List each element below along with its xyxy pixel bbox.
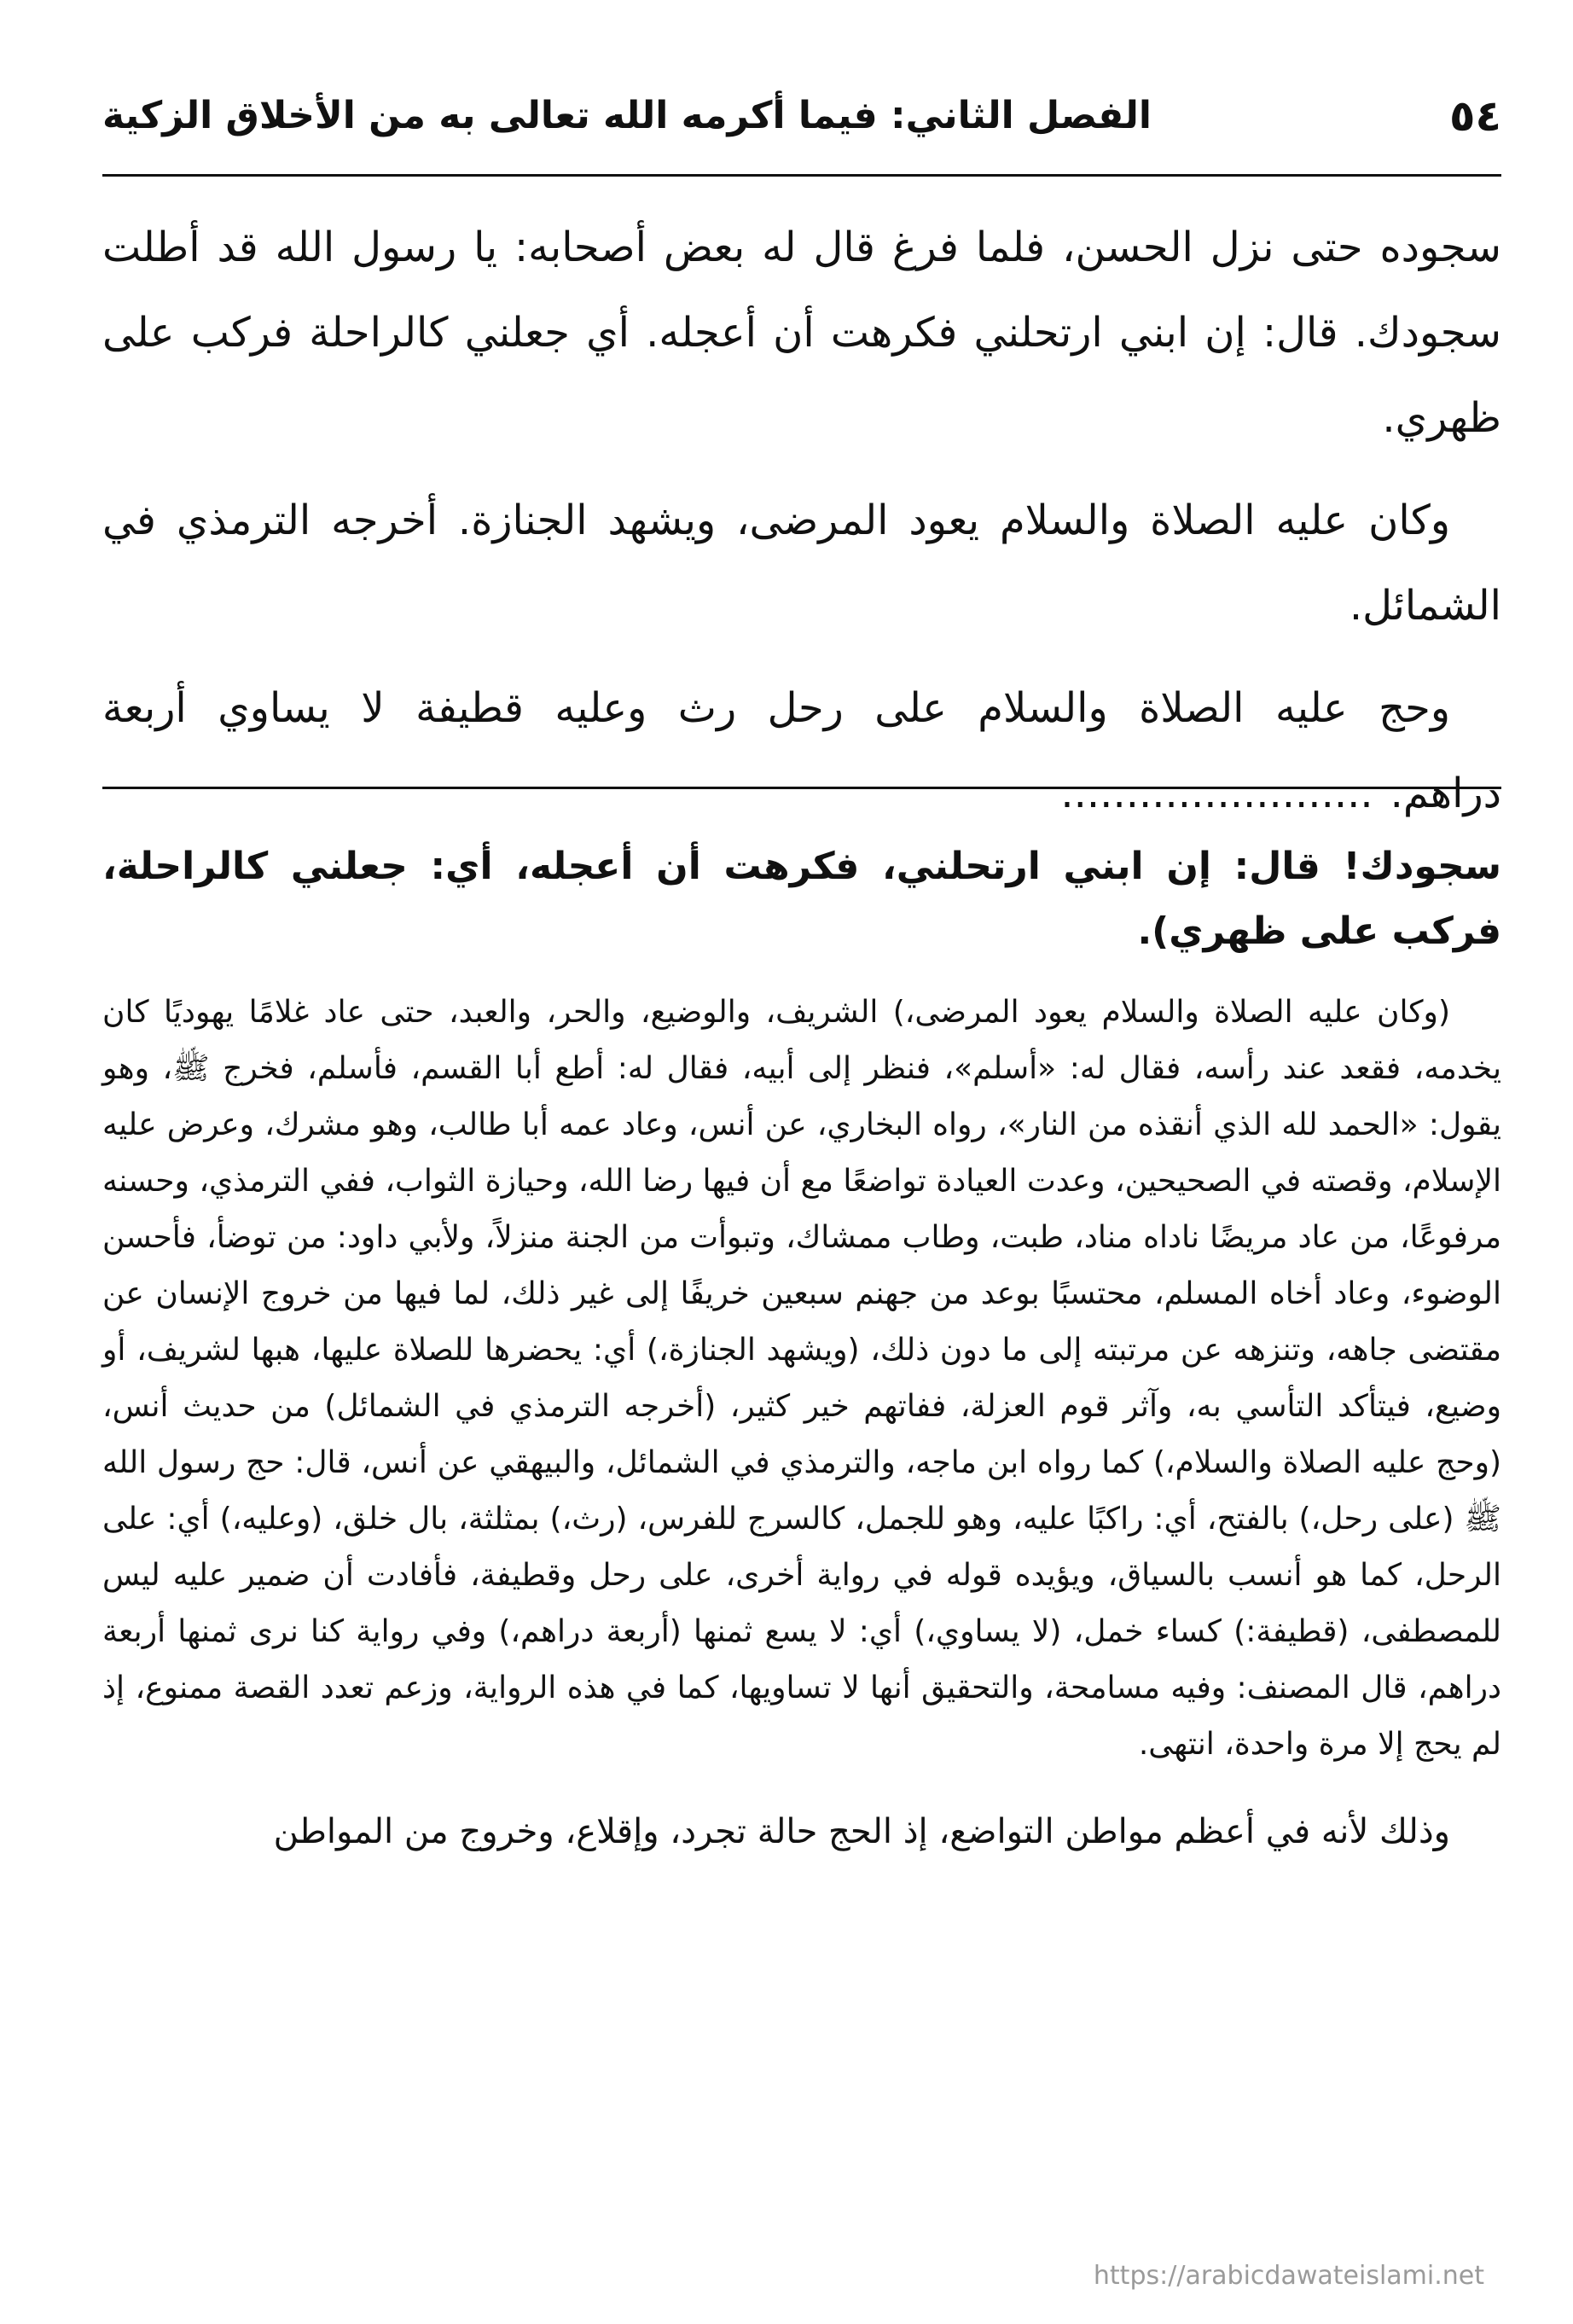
page-number: ٥٤ bbox=[1448, 91, 1501, 141]
main-text bbox=[102, 205, 1501, 836]
chapter-title: الفصل الثاني: فيما أكرمه الله تعالى به من الأخلاق الزكية bbox=[102, 94, 1152, 137]
commentary bbox=[102, 834, 1501, 1860]
header-divider bbox=[102, 174, 1501, 177]
ellipsis-dots: ........................ bbox=[1060, 770, 1373, 817]
running-header bbox=[102, 82, 1501, 150]
commentary-tail: وذلك لأنه في أعظم مواطن التواضع، إذ الحج حالة تجرد، وإقلاع، وخروج من المواطن bbox=[273, 1812, 1450, 1851]
document-page bbox=[102, 0, 1501, 2324]
main-paragraph-2: وكان عليه الصلاة والسلام يعود المرضى، ويشهد الجنازة. أخرجه الترمذي في الشمائل. bbox=[102, 497, 1501, 630]
commentary-lead: سجودك! قال: إن ابني ارتحلني، فكرهت أن أعجله، أي: جعلني كالراحلة، فركب على ظهري). bbox=[102, 845, 1501, 953]
main-paragraph-3-text: وحج عليه الصلاة والسلام على رحل رث وعليه قطيفة لا يساوي أربعة دراهم. bbox=[102, 684, 1501, 817]
main-paragraph-3 bbox=[102, 665, 1501, 836]
commentary-body: (وكان عليه الصلاة والسلام يعود المرضى،) الشريف، والوضيع، والحر، والعبد، حتى عاد غلامًا يهوديًا كان يخدمه، فقعد عند رأسه، فقال له: «أسلم»، فنظر إلى أبيه، فقال له: أطع أبا القسم، فأسلم، فخرج ﷺ، وهو يقول: «الحمد لله الذي أنقذه من النار»، رواه البخاري، عن أنس، وعاد عمه أبا طالب، وهو مشرك، وعرض عليه الإسلام، وقصته في الصحيحين، وعدت العيادة تواضعًا مع أن فيها رضا الله، وحيازة الثواب، ففي الترمذي، وحسنه مرفوعًا، من عاد مريضًا ناداه مناد، طبت، وطاب ممشاك، وتبوأت من الجنة منزلاً، ولأبي داود: من توضأ، فأحسن الوضوء، وعاد أخاه المسلم، محتسبًا بوعد من جهنم سبعين خريفًا إلى غير ذلك، لما فيها من خروج الإنسان عن مقتضى جاهه، وتنزهه عن مرتبته إلى ما دون ذلك، (ويشهد الجنازة،) أي: يحضرها للصلاة عليها، هبها لشريف، أو وضيع، فيتأكد التأسي به، وآثر قوم العزلة، ففاتهم خير كثير، (أخرجه الترمذي في الشمائل) من حديث أنس، (وحج عليه الصلاة والسلام،) كما رواه ابن ماجه، والترمذي في الشمائل، والبيهقي عن أنس، قال: حج رسول الله ﷺ (على رحل،) بالفتح، أي: راكبًا عليه، وهو للجمل، كالسرج للفرس، (رث،) بمثلثة، بال خلق، (وعليه،) أي: على الرحل، كما هو أنسب بالسياق، ويؤيده قوله في رواية أخرى، على رحل وقطيفة، فأفادت أن ضمير عليه ليس للمصطفى، (قطيفة:) كساء خمل، (لا يساوي،) أي: لا يسع ثمنها (أربعة دراهم،) وفي رواية كنا نرى ثمنها أربعة دراهم، قال المصنف: وفيه مسامحة، والتحقيق أنها لا تساويها، كما في هذه الرواية، وزعم تعدد القصة ممنوع، إذ لم يحج إلا مرة واحدة، انتهى. bbox=[102, 995, 1501, 1762]
source-watermark: https://arabicdawateislami.net bbox=[1093, 2261, 1484, 2291]
section-divider bbox=[102, 787, 1501, 789]
main-paragraph-1: سجوده حتى نزل الحسن، فلما فرغ قال له بعض أصحابه: يا رسول الله قد أطلت سجودك. قال: إن ابني ارتحلني فكرهت أن أعجله. أي جعلني كالراحلة فركب على ظهري. bbox=[102, 224, 1501, 442]
